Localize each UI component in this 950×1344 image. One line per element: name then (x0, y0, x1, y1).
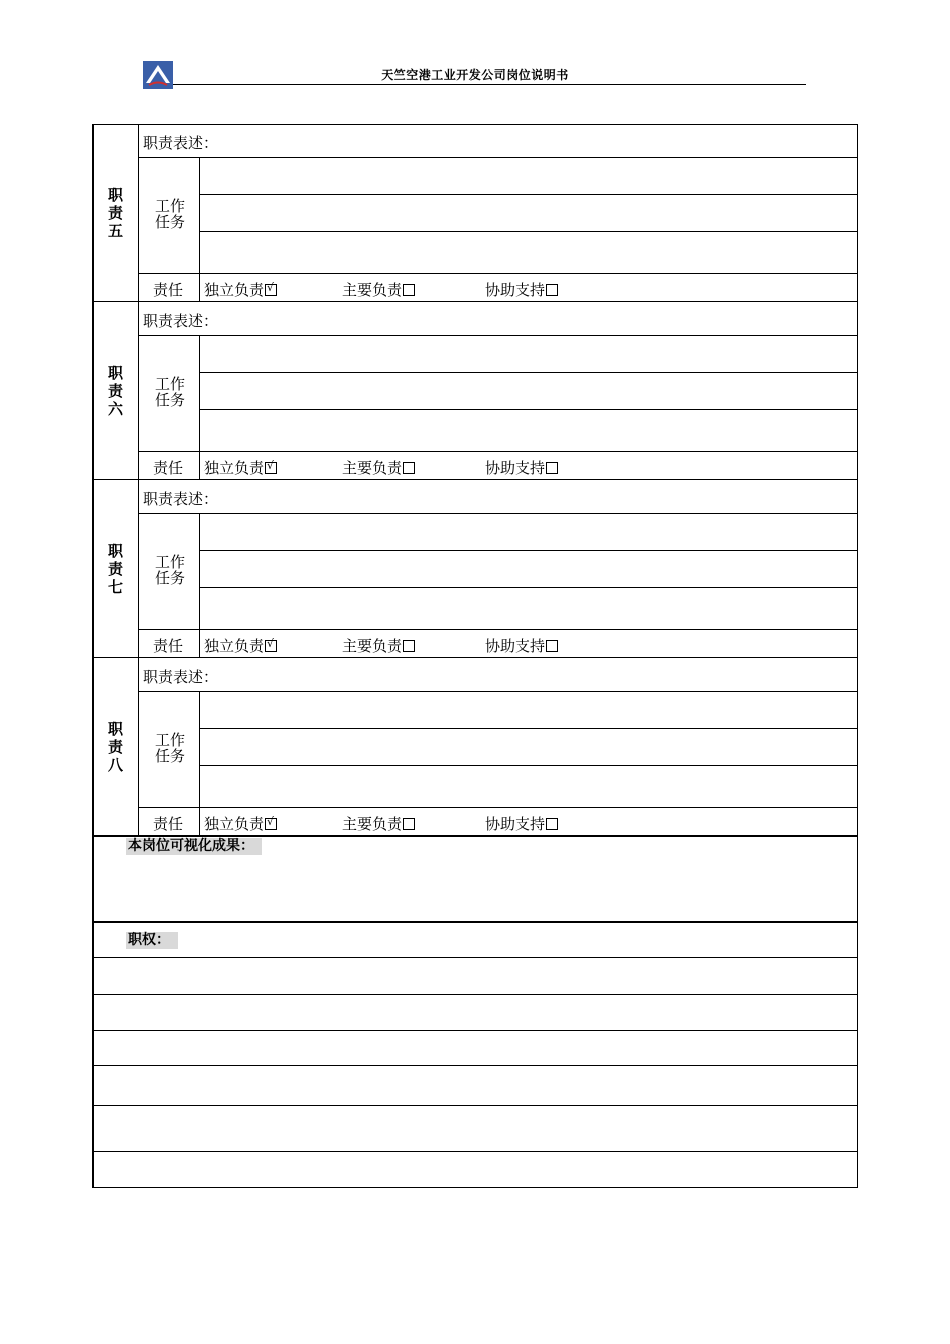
work-task-label-cell (139, 336, 200, 451)
checkmark-icon: √ (267, 815, 275, 828)
duty-side-cell (92, 658, 139, 836)
option-assist-label: 协助支持 (485, 815, 546, 833)
responsibility-row (139, 452, 858, 480)
task-line[interactable] (200, 409, 858, 410)
duty-side-cell (92, 302, 139, 480)
main-checkbox[interactable] (403, 284, 415, 296)
duty-title: 职责六 (107, 364, 123, 418)
independent-checkbox[interactable] (265, 637, 277, 652)
option-main-label: 主要负责 (342, 637, 403, 655)
option-main[interactable] (342, 279, 415, 300)
authority-row-line[interactable] (92, 1105, 858, 1106)
main-checkbox[interactable] (403, 818, 415, 830)
task-line[interactable] (200, 550, 858, 551)
duty-description-label: 职责表述： (143, 490, 219, 508)
authority-header-row (92, 923, 858, 958)
independent-checkbox[interactable] (265, 815, 277, 830)
responsibility-row (139, 630, 858, 658)
duty-description-row[interactable] (139, 302, 858, 336)
authority-row-line[interactable] (92, 994, 858, 995)
duty-block-5 (92, 124, 858, 302)
independent-checkbox[interactable] (265, 459, 277, 474)
option-independent-label: 独立负责 (204, 281, 265, 299)
responsibility-row (139, 808, 858, 836)
duty-title: 职责八 (107, 720, 123, 774)
option-independent[interactable] (204, 457, 277, 478)
authority-row-line[interactable] (92, 1030, 858, 1031)
responsibility-label: 责任 (153, 281, 184, 299)
visual-results-section[interactable] (92, 835, 858, 923)
option-assist-label: 协助支持 (485, 637, 546, 655)
responsibility-label-cell (139, 808, 200, 836)
option-independent[interactable] (204, 813, 277, 834)
option-assist[interactable] (485, 279, 558, 300)
option-main-label: 主要负责 (342, 459, 403, 477)
responsibility-label: 责任 (153, 637, 184, 655)
independent-checkbox[interactable] (265, 281, 277, 296)
duty-block-7 (92, 480, 858, 658)
option-assist[interactable] (485, 813, 558, 834)
duty-side-cell (92, 124, 139, 302)
duty-description-label: 职责表述： (143, 134, 219, 152)
task-line[interactable] (200, 587, 858, 588)
responsibility-label-cell (139, 274, 200, 302)
duty-title: 职责五 (107, 186, 123, 240)
responsibility-label-cell (139, 630, 200, 658)
option-assist-label: 协助支持 (485, 459, 546, 477)
task-line[interactable] (200, 194, 858, 195)
assist-checkbox[interactable] (546, 640, 558, 652)
duty-description-row[interactable] (139, 480, 858, 514)
duty-description-label: 职责表述： (143, 312, 219, 330)
work-task-label: 工作任务 (154, 553, 185, 587)
option-main[interactable] (342, 813, 415, 834)
work-task-block (139, 514, 858, 630)
responsibility-row (139, 274, 858, 302)
option-independent[interactable] (204, 279, 277, 300)
duty-description-row[interactable] (139, 124, 858, 158)
option-main[interactable] (342, 457, 415, 478)
option-main-label: 主要负责 (342, 281, 403, 299)
visual-results-label: 本岗位可视化成果： (126, 838, 262, 855)
responsibility-label: 责任 (153, 815, 184, 833)
option-assist[interactable] (485, 457, 558, 478)
work-task-label-cell (139, 514, 200, 629)
assist-checkbox[interactable] (546, 284, 558, 296)
header-rule (173, 84, 806, 85)
duty-description-label: 职责表述： (143, 668, 219, 686)
duty-title: 职责七 (107, 542, 123, 596)
responsibility-label: 责任 (153, 459, 184, 477)
option-independent[interactable] (204, 635, 277, 656)
duty-block-8 (92, 658, 858, 836)
assist-checkbox[interactable] (546, 818, 558, 830)
work-task-label-cell (139, 692, 200, 807)
duty-side-cell (92, 480, 139, 658)
option-assist-label: 协助支持 (485, 281, 546, 299)
task-line[interactable] (200, 231, 858, 232)
work-task-block (139, 158, 858, 274)
option-independent-label: 独立负责 (204, 815, 265, 833)
checkmark-icon: √ (267, 459, 275, 472)
work-task-block (139, 336, 858, 452)
main-checkbox[interactable] (403, 640, 415, 652)
checkmark-icon: √ (267, 637, 275, 650)
work-task-label: 工作任务 (154, 731, 185, 765)
task-line[interactable] (200, 372, 858, 373)
work-task-block (139, 692, 858, 808)
authority-row-line[interactable] (92, 1151, 858, 1152)
duty-block-6 (92, 302, 858, 480)
option-independent-label: 独立负责 (204, 459, 265, 477)
assist-checkbox[interactable] (546, 462, 558, 474)
option-independent-label: 独立负责 (204, 637, 265, 655)
option-main[interactable] (342, 635, 415, 656)
duty-description-row[interactable] (139, 658, 858, 692)
main-checkbox[interactable] (403, 462, 415, 474)
work-task-label: 工作任务 (154, 197, 185, 231)
checkmark-icon: √ (267, 281, 275, 294)
work-task-label: 工作任务 (154, 375, 185, 409)
document-title: 天竺空港工业开发公司岗位说明书 (381, 68, 569, 82)
task-line[interactable] (200, 765, 858, 766)
work-task-label-cell (139, 158, 200, 273)
authority-row-line[interactable] (92, 1065, 858, 1066)
task-line[interactable] (200, 728, 858, 729)
responsibility-label-cell (139, 452, 200, 480)
option-assist[interactable] (485, 635, 558, 656)
option-main-label: 主要负责 (342, 815, 403, 833)
authority-label: 职权： (126, 932, 178, 949)
